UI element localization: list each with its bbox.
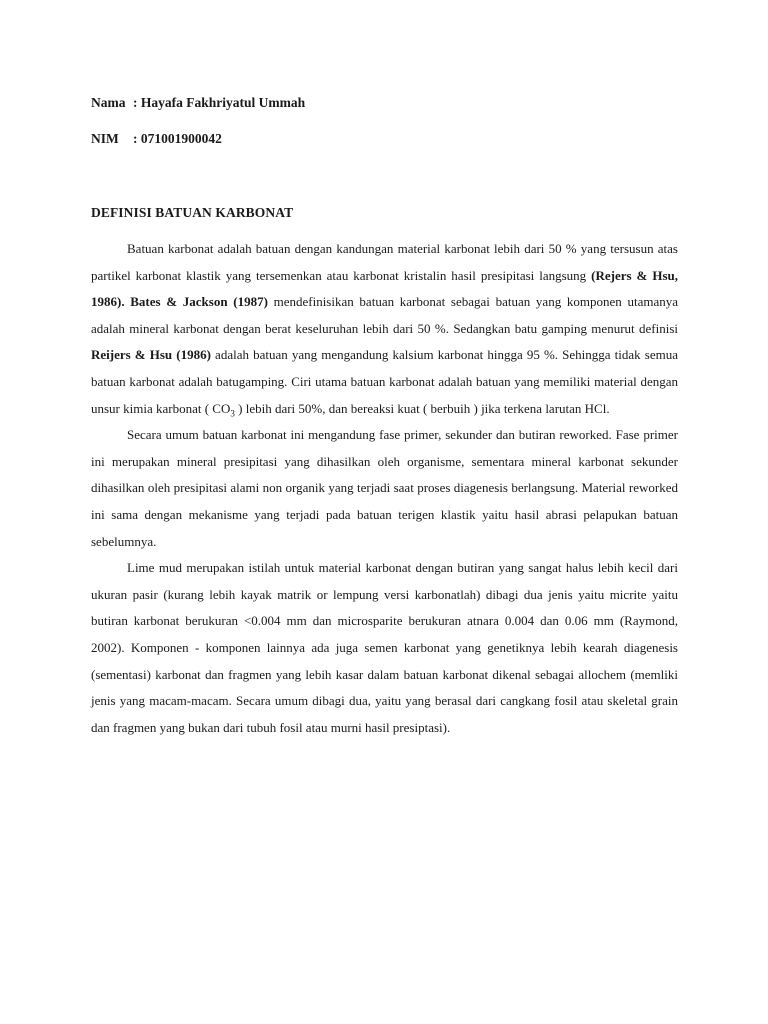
paragraph-2: Secara umum batuan karbonat ini mengandung fase primer, sekunder dan butiran reworked. Fase primer ini merupakan mineral presipitasi yang dihasilkan oleh organisme, sementara mineral karbonat sekunder dihasilkan oleh presipitasi alami non organik yang terjadi saat proses diagenesis berlangsung. Material reworked ini sama dengan mekanisme yang terjadi pada batuan terigen klastik yaitu hasil abrasi pelapukan batuan sebelumnya.	[91, 427, 678, 549]
paragraph-1	[91, 236, 678, 422]
paragraph-1-text-d: ) lebih dari 50%, dan bereaksi kuat ( berbuih ) jika terkena larutan HCl.	[234, 400, 610, 416]
name-label: Nama	[91, 95, 126, 110]
body-text	[91, 236, 678, 741]
paragraph-1-text-c: adalah batuan yang mengandung kalsium karbonat hingga 95 %. Sehingga tidak semua batuan karbonat adalah batugamping. Ciri utama batuan karbonat adalah batuan yang memiliki material dengan unsur kimia karbonat ( CO	[91, 347, 678, 416]
paragraph-3: Lime mud merupakan istilah untuk material karbonat dengan butiran yang sangat halus lebih kecil dari ukuran pasir (kurang lebih kayak matrik or lempung versi karbonatlah) dibagi dua jenis yaitu micrite yaitu butiran karbonat berukuran <0.004 mm dan microsparite berukuran atnara 0.004 dan 0.06 mm (Raymond, 2002). Komponen - komponen lainnya ada juga semen karbonat yang genetiknya lebih kearah diagenesis (sementasi) karbonat dan fragmen yang lebih kasar dalam batuan karbonat dikenal sebagai allochem (memliki jenis yang macam-macam. Secara umum dibagi dua, yaitu yang berasal dari cangkang fosil atau skeletal grain dan fragmen yang bukan dari tubuh fosil atau murni hasil presiptasi).	[91, 560, 678, 735]
section-heading: DEFINISI BATUAN KARBONAT	[91, 205, 294, 220]
paragraph-1-text-a: Batuan karbonat adalah batuan dengan kandungan material karbonat lebih dari 50 % yang tersusun atas partikel karbonat klastik yang tersemenkan atau karbonat kristalin hasil presipitasi langsung	[91, 241, 678, 283]
paragraph-1-text-b: mendefinisikan batuan karbonat sebagai batuan yang komponen utamanya adalah mineral karbonat dengan berat keseluruhan lebih dari 50 %. Sedangkan batu gamping menurut definisi	[91, 294, 678, 336]
name-value: : Hayafa Fakhriyatul Ummah	[133, 95, 306, 110]
citation-rejers-bates: (Rejers & Hsu, 1986). Bates & Jackson (1987)	[91, 267, 678, 310]
co3-subscript: 3	[230, 408, 235, 419]
student-id-label: NIM	[91, 131, 119, 146]
student-id-value: : 071001900042	[133, 131, 222, 146]
name-line	[91, 95, 305, 111]
citation-reijers: Reijers & Hsu (1986)	[91, 347, 211, 363]
student-id-line	[91, 131, 222, 147]
